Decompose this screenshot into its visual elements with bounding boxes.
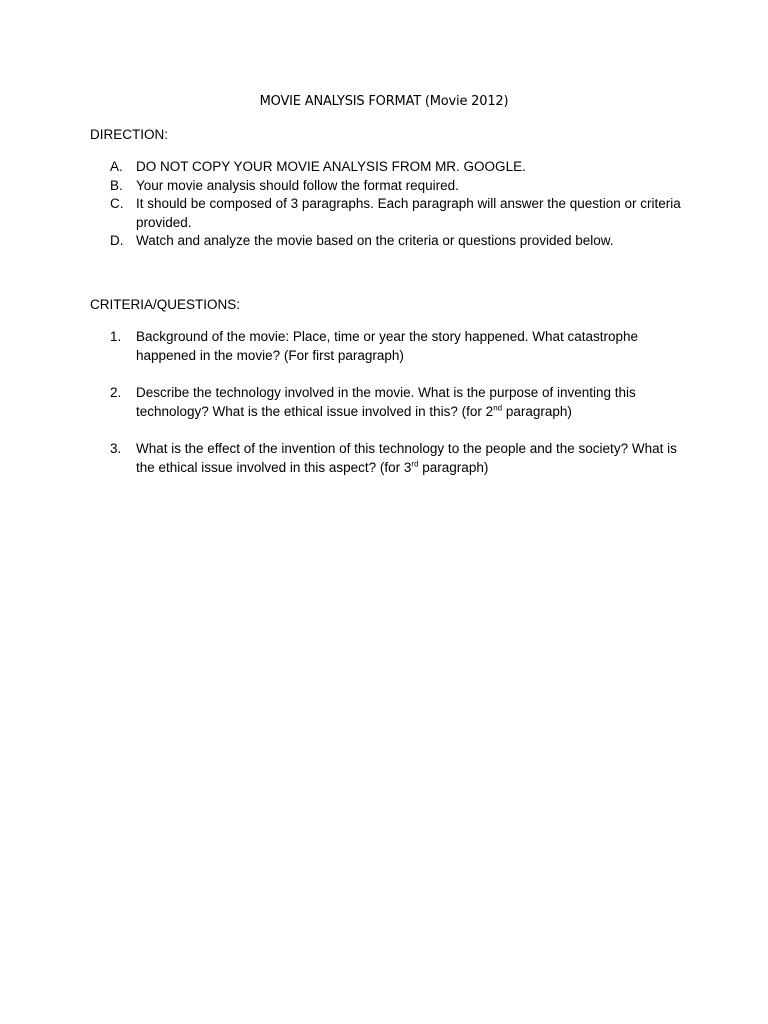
direction-item-c [90,195,690,232]
list-marker: D. [110,233,124,248]
list-marker: 1. [110,329,122,344]
document-title: MOVIE ANALYSIS FORMAT (Movie 2012) [259,94,509,109]
criteria-item-3 [90,440,690,477]
direction-list [90,158,690,251]
list-marker: C. [110,196,124,211]
direction-item-b [90,177,690,196]
text-before-superscript: What is the effect of the invention of this technology to the people and the society? What is the ethical issue involved in this aspect? (for 3 [136,441,677,475]
list-item-text [136,440,690,477]
list-marker: A. [110,159,123,174]
direction-item-a [90,158,690,177]
direction-item-d [90,232,690,251]
list-item-text: Background of the movie: Place, time or year the story happened. What catastrophe happened in the movie? (For first paragraph) [136,329,639,363]
list-item-text: Your movie analysis should follow the format required. [136,177,459,193]
list-marker: 2. [110,385,122,400]
text-after-superscript: paragraph) [418,459,489,475]
criteria-item-2 [90,384,690,421]
criteria-heading: CRITERIA/QUESTIONS: [90,297,241,312]
list-item-text: DO NOT COPY YOUR MOVIE ANALYSIS FROM MR. GOOGLE. [136,159,526,174]
direction-heading: DIRECTION: [90,127,169,142]
list-item-text: Watch and analyze the movie based on the criteria or questions provided below. [136,233,614,248]
criteria-list [90,328,690,496]
ordinal-superscript: nd [493,403,503,412]
ordinal-superscript: rd [411,459,419,468]
text-after-superscript: paragraph) [502,403,572,419]
text-before-superscript: Describe the technology involved in the movie. What is the purpose of inventing this technology? What is the ethical issue involved in this? (for 2 [136,385,636,419]
criteria-item-1 [90,328,690,365]
list-item-text: It should be composed of 3 paragraphs. Each paragraph will answer the question or criteria provided. [136,196,681,230]
list-marker: B. [110,177,123,193]
list-item-text [136,384,690,421]
list-marker: 3. [110,441,122,456]
